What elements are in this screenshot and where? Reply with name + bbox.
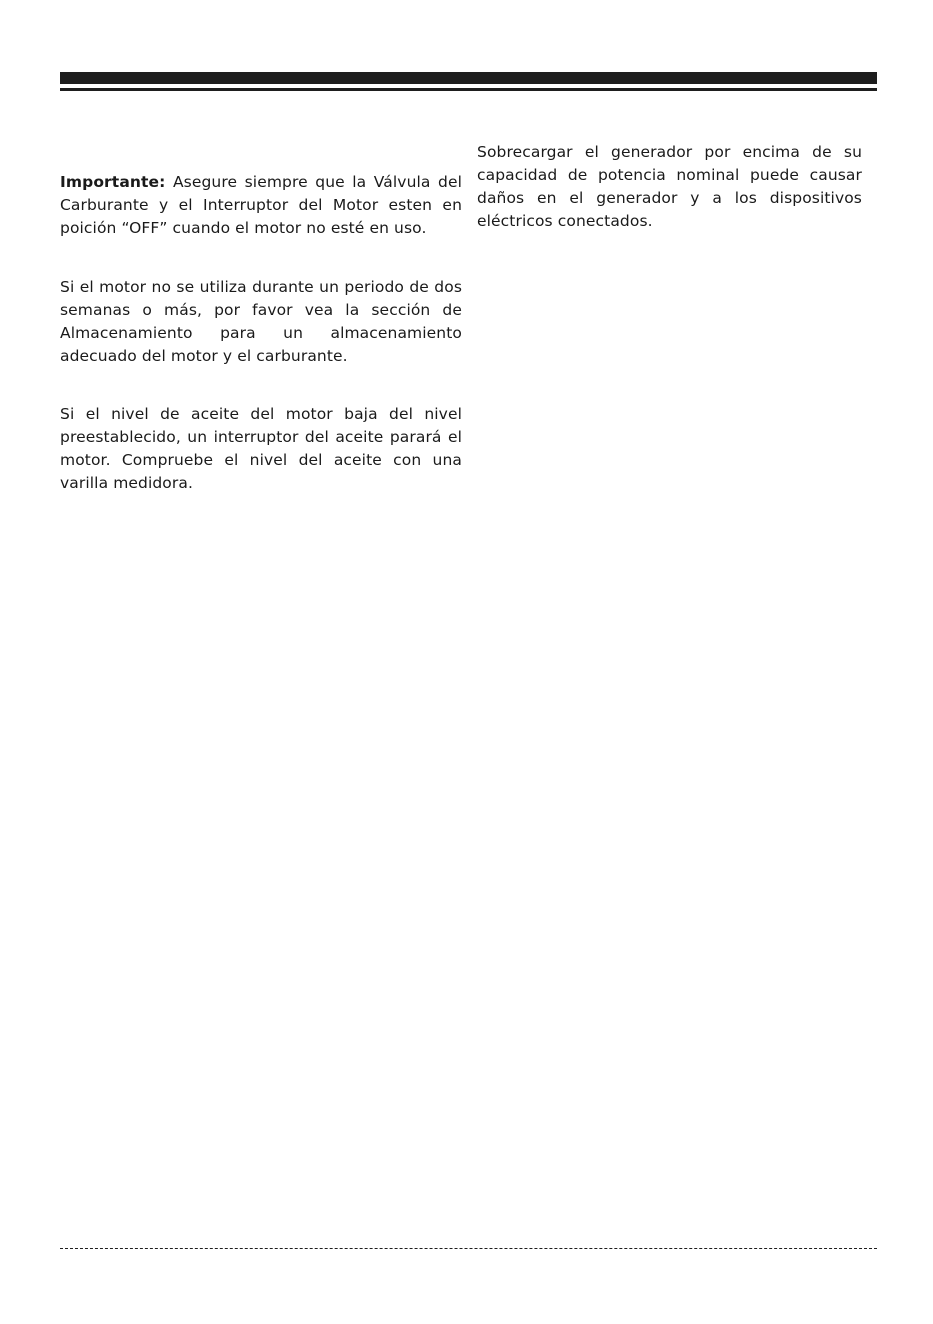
header-rule-thin xyxy=(60,88,877,91)
important-label: Importante: xyxy=(60,173,166,191)
important-note xyxy=(60,171,462,240)
overload-paragraph: Sobrecargar el generador por encima de su capacidad de potencia nominal puede causar daños en el generador y a los dispositivos eléctricos conectados. xyxy=(477,143,862,230)
oil-level-paragraph: Si el nivel de aceite del motor baja del nivel preestablecido, un interruptor del aceite parará el motor. Compruebe el nivel del aceite con una varilla medidora. xyxy=(60,405,462,492)
storage-paragraph: Si el motor no se utiliza durante un periodo de dos semanas o más, por favor vea la sección de Almacenamiento para un almacenamiento adecuado del motor y el carburante. xyxy=(60,278,462,365)
header-rule-thick xyxy=(60,72,877,84)
footer-dashed-rule xyxy=(60,1248,877,1249)
important-text: Asegure siempre que la Válvula del Carburante y el Interruptor del Motor esten en poición “OFF” cuando el motor no esté en uso. xyxy=(60,173,462,237)
